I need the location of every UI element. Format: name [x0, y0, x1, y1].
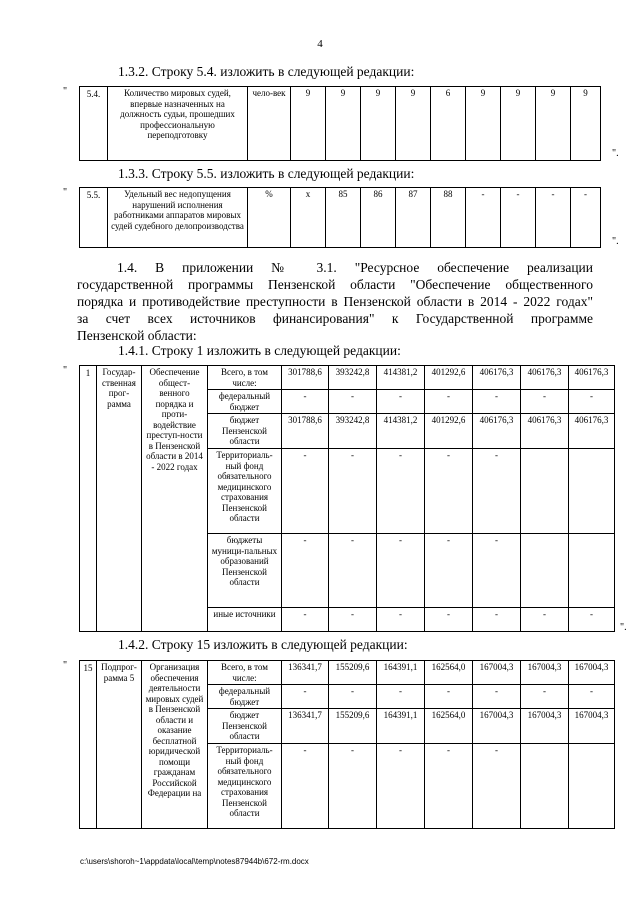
cell-indicator: Количество мировых судей, впервые назначенных на должность судьи, прошедших профессиональную переподготовку — [108, 87, 248, 161]
cell-value — [569, 534, 615, 608]
cell-value: - — [536, 188, 571, 248]
cell-value: 9 — [361, 87, 396, 161]
cell-value: 9 — [326, 87, 361, 161]
table-row-5-4 — [79, 86, 601, 161]
section-heading-1-4-1: 1.4.1. Строку 1 изложить в следующей редакции: — [118, 343, 401, 358]
cell-value: - — [425, 685, 473, 709]
section-heading-1-3-3: 1.3.3. Строку 5.5. изложить в следующей редакции: — [118, 166, 415, 181]
cell-value: - — [425, 449, 473, 534]
close-quote: ". — [612, 236, 619, 247]
cell-number: 5.5. — [80, 188, 108, 248]
section-heading-1-4-2: 1.4.2. Строку 15 изложить в следующей редакции: — [118, 637, 408, 652]
cell-value: 167004,3 — [569, 709, 615, 744]
cell-value: - — [425, 608, 473, 632]
cell-value: 155209,6 — [329, 709, 377, 744]
cell-program-type: Государ-ственная прог-рамма — [97, 366, 142, 632]
cell-value: 9 — [571, 87, 601, 161]
cell-value: 164391,1 — [377, 709, 425, 744]
cell-value: 393242,8 — [329, 414, 377, 449]
table-row-15 — [79, 660, 615, 829]
cell-value: - — [521, 685, 569, 709]
cell-value: 406176,3 — [521, 414, 569, 449]
open-quote: " — [63, 365, 68, 376]
cell-value — [521, 744, 569, 829]
cell-value: x — [291, 188, 326, 248]
cell-value: - — [329, 608, 377, 632]
cell-program-type: Подпрог-рамма 5 — [97, 661, 142, 829]
open-quote: " — [63, 86, 68, 97]
cell-value: 414381,2 — [377, 414, 425, 449]
cell-number: 1 — [80, 366, 97, 632]
table-row-1 — [79, 365, 615, 632]
cell-value: 393242,8 — [329, 366, 377, 390]
cell-source: Территориаль-ный фонд обязательного медицинского страхования Пензенской области — [208, 744, 282, 829]
cell-value: 9 — [291, 87, 326, 161]
cell-value: 414381,2 — [377, 366, 425, 390]
paragraph-line: порядка и противодействие преступности в Пензенской области в 2014 - 2022 годах" — [77, 294, 593, 309]
open-quote: " — [63, 660, 68, 671]
cell-value — [521, 449, 569, 534]
cell-value: - — [329, 449, 377, 534]
cell-value: - — [377, 534, 425, 608]
cell-value: 301788,6 — [282, 414, 329, 449]
cell-value: - — [473, 390, 521, 414]
cell-value: - — [329, 390, 377, 414]
cell-value: 136341,7 — [282, 661, 329, 685]
cell-source: Территориаль-ный фонд обязательного медицинского страхования Пензенской области — [208, 449, 282, 534]
cell-value: - — [501, 188, 536, 248]
cell-unit: % — [248, 188, 291, 248]
cell-value: 167004,3 — [521, 661, 569, 685]
cell-source: Всего, в том числе: — [208, 661, 282, 685]
cell-value: - — [282, 534, 329, 608]
cell-program-name: Организация обеспечения деятельности мировых судей в Пензенской области и оказание бесплатной юридической помощи гражданам Российской Федерации на — [142, 661, 208, 829]
cell-value: 406176,3 — [473, 366, 521, 390]
paragraph-line: за счет всех источников финансирования" к Государственной программе — [77, 311, 593, 326]
cell-value: - — [329, 685, 377, 709]
cell-value — [521, 534, 569, 608]
cell-value: 406176,3 — [473, 414, 521, 449]
cell-source: бюджет Пензенской области — [208, 709, 282, 744]
cell-value: - — [282, 449, 329, 534]
cell-value: - — [569, 390, 615, 414]
paragraph-line: Пензенской области: — [77, 328, 197, 343]
cell-source: Всего, в том числе: — [208, 366, 282, 390]
cell-value: 167004,3 — [521, 709, 569, 744]
open-quote: " — [63, 187, 68, 198]
cell-program-name: Обеспечение общест-венного порядка и проти-водействие преступ-ности в Пензенской области в 2014 - 2022 годах — [142, 366, 208, 632]
cell-value: 87 — [396, 188, 431, 248]
cell-value: - — [377, 449, 425, 534]
cell-value: - — [473, 685, 521, 709]
cell-value: 6 — [431, 87, 466, 161]
cell-value: - — [377, 390, 425, 414]
cell-value: 301788,6 — [282, 366, 329, 390]
cell-value: - — [282, 685, 329, 709]
cell-value: - — [425, 390, 473, 414]
cell-source: бюджет Пензенской области — [208, 414, 282, 449]
cell-value: - — [571, 188, 601, 248]
cell-value: 167004,3 — [473, 709, 521, 744]
cell-value: 9 — [396, 87, 431, 161]
cell-value: - — [282, 390, 329, 414]
cell-value: 406176,3 — [569, 414, 615, 449]
cell-value: - — [569, 608, 615, 632]
table-row-5-5 — [79, 187, 601, 248]
cell-value: - — [377, 744, 425, 829]
cell-value: 167004,3 — [569, 661, 615, 685]
cell-value: 167004,3 — [473, 661, 521, 685]
cell-value: - — [473, 534, 521, 608]
cell-value — [569, 744, 615, 829]
cell-value: 9 — [536, 87, 571, 161]
cell-value: 85 — [326, 188, 361, 248]
cell-value: - — [473, 449, 521, 534]
cell-value: - — [425, 744, 473, 829]
cell-value: 406176,3 — [569, 366, 615, 390]
cell-value: - — [282, 608, 329, 632]
cell-value: 136341,7 — [282, 709, 329, 744]
cell-value: - — [329, 534, 377, 608]
cell-value: - — [377, 685, 425, 709]
cell-value: - — [329, 744, 377, 829]
cell-number: 15 — [80, 661, 97, 829]
cell-unit: чело-век — [248, 87, 291, 161]
cell-value: - — [377, 608, 425, 632]
cell-source: иные источники — [208, 608, 282, 632]
cell-source: бюджеты муници-пальных образований Пензенской области — [208, 534, 282, 608]
cell-value: - — [473, 608, 521, 632]
paragraph-1-4 — [77, 259, 593, 344]
cell-value: - — [521, 608, 569, 632]
cell-value: - — [473, 744, 521, 829]
cell-source: федеральный бюджет — [208, 390, 282, 414]
cell-value: - — [466, 188, 501, 248]
cell-value: 155209,6 — [329, 661, 377, 685]
cell-value: 401292,6 — [425, 414, 473, 449]
cell-value: - — [425, 534, 473, 608]
cell-value — [569, 449, 615, 534]
cell-value: 164391,1 — [377, 661, 425, 685]
cell-source: федеральный бюджет — [208, 685, 282, 709]
cell-value: 88 — [431, 188, 466, 248]
cell-number: 5.4. — [80, 87, 108, 161]
cell-value: 9 — [501, 87, 536, 161]
cell-value: 9 — [466, 87, 501, 161]
cell-value: 406176,3 — [521, 366, 569, 390]
cell-value: 86 — [361, 188, 396, 248]
section-heading-1-3-2: 1.3.2. Строку 5.4. изложить в следующей редакции: — [118, 64, 415, 79]
cell-value: - — [569, 685, 615, 709]
cell-value: 162564,0 — [425, 709, 473, 744]
cell-value: - — [521, 390, 569, 414]
cell-indicator: Удельный вес недопущения нарушений исполнения работниками аппаратов мировых судей судебного делопроизводства — [108, 188, 248, 248]
cell-value: 162564,0 — [425, 661, 473, 685]
cell-value: - — [282, 744, 329, 829]
paragraph-line: 1.4. В приложении № 3.1. "Ресурсное обеспечение реализации — [117, 260, 593, 275]
file-path-footer: c:\users\shoroh~1\appdata\local\temp\notes87944b\672-rm.docx — [80, 857, 309, 866]
paragraph-line: государственной программы Пензенской области "Обеспечение общественного — [77, 277, 593, 292]
close-quote: ". — [612, 148, 619, 159]
cell-value: 401292,6 — [425, 366, 473, 390]
page-number: 4 — [317, 38, 323, 50]
close-quote: ". — [620, 622, 627, 633]
